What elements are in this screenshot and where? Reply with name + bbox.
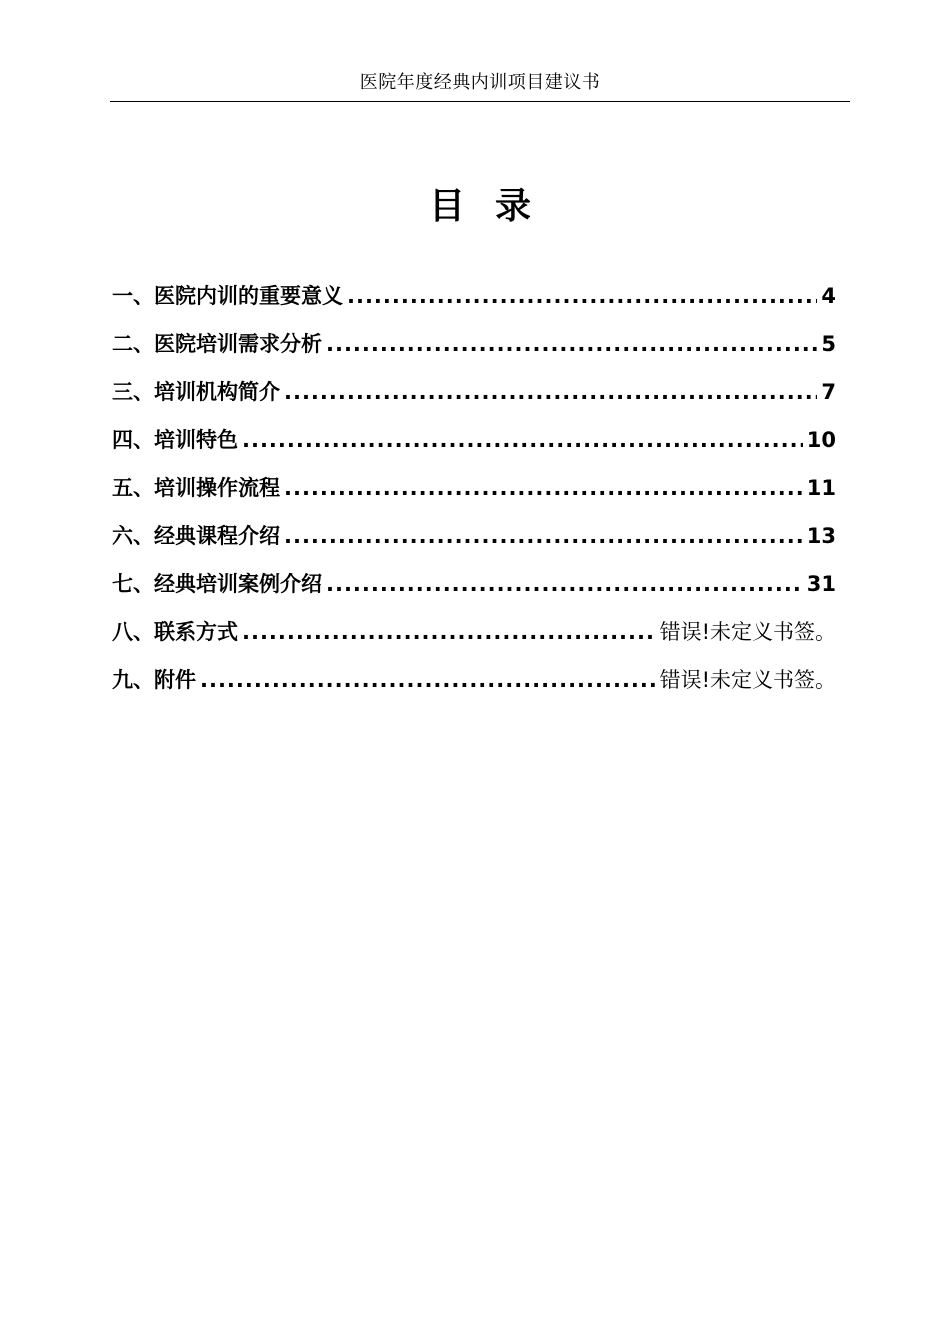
toc-entry-page: 31	[806, 572, 836, 596]
toc-dot-leader	[284, 380, 817, 404]
toc-entry-4[interactable]	[112, 424, 836, 472]
toc-entry-label: 四、培训特色	[112, 428, 238, 452]
toc-entry-label: 二、医院培训需求分析	[112, 332, 322, 356]
toc-entry-7[interactable]	[112, 568, 836, 616]
toc-dot-leader	[242, 428, 803, 452]
toc-entry-label: 三、培训机构简介	[112, 380, 280, 404]
toc-entry-6[interactable]	[112, 520, 836, 568]
toc-entry-label: 六、经典课程介绍	[112, 524, 280, 548]
toc-entry-1[interactable]	[112, 280, 836, 328]
toc-entry-label: 八、联系方式	[112, 620, 238, 644]
toc-entry-8[interactable]	[112, 616, 836, 664]
toc-entry-page: 11	[806, 476, 836, 500]
running-header-title: 医院年度经典内训项目建议书	[359, 72, 601, 93]
toc-entry-2[interactable]	[112, 328, 836, 376]
toc-dot-leader	[200, 668, 656, 692]
toc-dot-leader	[326, 332, 817, 356]
toc-entry-label: 一、医院内训的重要意义	[112, 284, 343, 308]
toc-entry-3[interactable]	[112, 376, 836, 424]
toc-entry-9[interactable]	[112, 664, 836, 712]
toc-dot-leader	[347, 284, 817, 308]
toc-entry-page-error: 错误!未定义书签。	[659, 620, 836, 644]
toc-dot-leader	[284, 476, 803, 500]
running-header	[110, 62, 850, 102]
toc-entry-page: 4	[821, 284, 836, 308]
toc-entry-page: 7	[821, 380, 836, 404]
toc-entry-page-error: 错误!未定义书签。	[659, 668, 836, 692]
toc-dot-leader	[326, 572, 803, 596]
toc-entry-page: 10	[806, 428, 836, 452]
toc-dot-leader	[242, 620, 656, 644]
toc-entry-page: 13	[806, 524, 836, 548]
toc-entry-label: 七、经典培训案例介绍	[112, 572, 322, 596]
toc-title: 目录	[428, 186, 561, 227]
toc-entry-label: 五、培训操作流程	[112, 476, 280, 500]
table-of-contents	[112, 280, 836, 712]
toc-entry-5[interactable]	[112, 472, 836, 520]
toc-dot-leader	[284, 524, 803, 548]
toc-entry-page: 5	[821, 332, 836, 356]
toc-entry-label: 九、附件	[112, 668, 196, 692]
